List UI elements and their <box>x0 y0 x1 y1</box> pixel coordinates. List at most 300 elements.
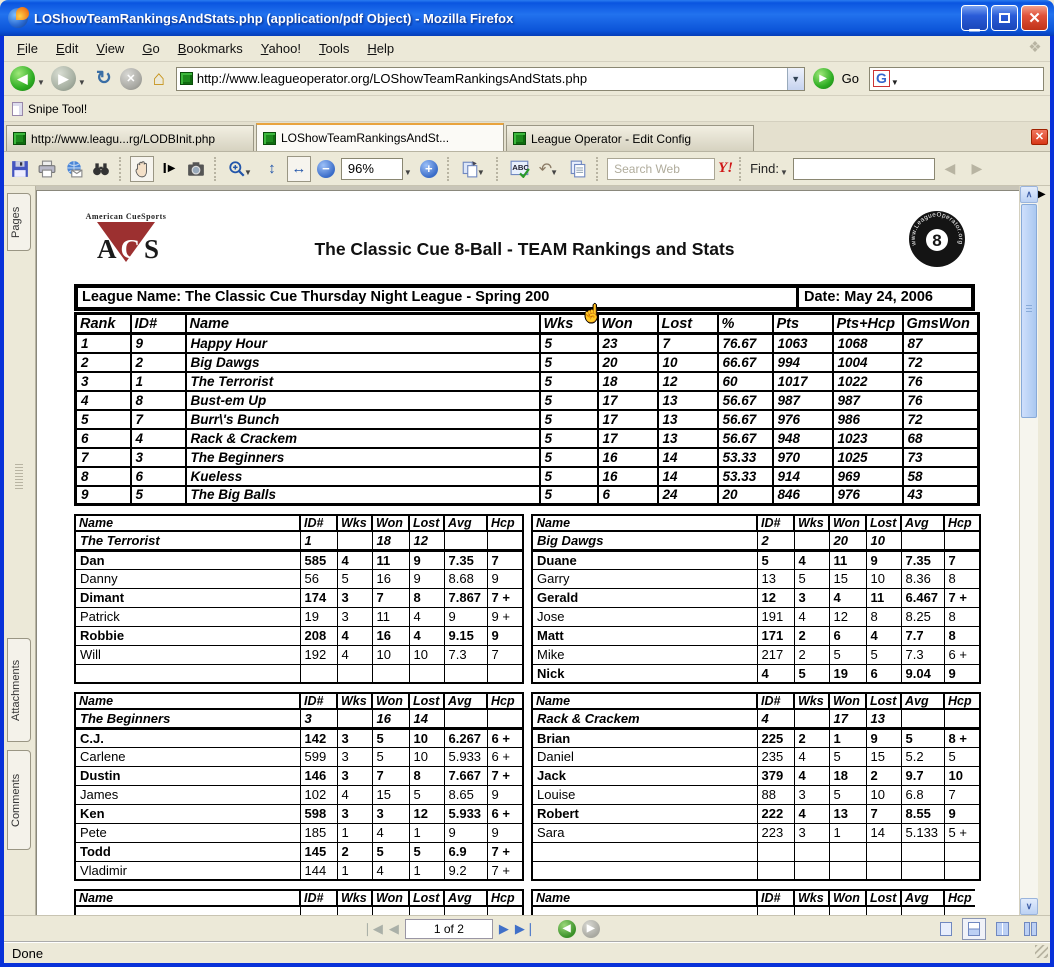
rankings-cell: 976 <box>773 410 833 429</box>
snapshot-tool-button[interactable] <box>184 156 208 182</box>
rankings-cell: 1 <box>76 334 131 353</box>
rankings-cell: 4 <box>76 391 131 410</box>
search-web-input[interactable] <box>607 158 715 180</box>
player-cell: 5 <box>866 645 901 664</box>
player-cell: 11 <box>829 550 866 569</box>
player-cell: 2 <box>866 766 901 785</box>
player-row <box>532 766 980 785</box>
rankings-row <box>76 486 979 505</box>
rankings-cell: 17 <box>598 391 658 410</box>
resize-grip[interactable] <box>1035 945 1048 958</box>
player-cell: 185 <box>300 823 337 842</box>
rankings-cell: 56.67 <box>718 410 773 429</box>
player-cell: 9 <box>866 550 901 569</box>
player-cell: 5 <box>409 842 444 861</box>
player-cell: 208 <box>300 626 337 645</box>
rankings-cell: 9 <box>131 334 186 353</box>
copy-button[interactable] <box>566 156 590 182</box>
player-cell: Patrick <box>75 607 300 626</box>
rankings-cell: 4 <box>131 429 186 448</box>
player-cell: 6 + <box>487 728 523 747</box>
zoom-tool-button[interactable] <box>225 156 257 182</box>
player-cell: 10 <box>409 747 444 766</box>
go-label[interactable]: Go <box>841 71 859 86</box>
player-cell: 5.133 <box>901 823 944 842</box>
scrollbar-thumb[interactable] <box>1021 204 1037 418</box>
player-cell: 15 <box>866 747 901 766</box>
rankings-cell: 5 <box>540 410 598 429</box>
player-cell: 1 <box>409 861 444 880</box>
player-cell: 16 <box>372 569 409 588</box>
single-page-layout-button[interactable] <box>934 918 958 940</box>
last-page-button[interactable]: ▶❘ <box>514 920 536 936</box>
go-icon[interactable]: ▶ <box>813 68 834 89</box>
player-cell: 14 <box>866 823 901 842</box>
menu-file[interactable]: File <box>17 41 38 56</box>
url-text: http://www.leagueoperator.org/LOShowTeamRankingsAndStats.php <box>196 71 588 86</box>
team-summary-cell: 20 <box>829 531 866 550</box>
player-row <box>532 626 980 645</box>
rankings-cell: 56.67 <box>718 391 773 410</box>
camera-icon <box>187 160 205 178</box>
player-row <box>532 550 980 569</box>
rankings-cell: 7 <box>658 334 718 353</box>
close-button[interactable]: ✕ <box>1021 5 1048 31</box>
rankings-cell: 3 <box>131 448 186 467</box>
team-summary-cell: 14 <box>409 709 444 728</box>
player-cell: 225 <box>757 728 794 747</box>
rankings-header-cell: Lost <box>658 314 718 334</box>
svg-text:www.LeagueOperator.org: www.LeagueOperator.org <box>909 211 965 247</box>
menu-tools[interactable]: Tools <box>318 41 350 56</box>
status-bar <box>4 941 1050 967</box>
team-header-cell: ID# <box>757 693 794 709</box>
sidebar-tab-pages[interactable]: Pages <box>7 193 31 251</box>
zoom-tool-dropdown-icon[interactable]: ▼ <box>244 168 252 177</box>
hand-tool-icon <box>133 160 151 178</box>
rankings-cell: 1017 <box>773 372 833 391</box>
team-summary-cell <box>901 709 944 728</box>
url-dropdown-button[interactable]: ▼ <box>787 68 804 90</box>
player-cell: 7 <box>372 766 409 785</box>
menu-yahoo[interactable]: Yahoo! <box>260 41 301 56</box>
player-cell: 4 <box>337 626 372 645</box>
rankings-cell: 1022 <box>833 372 903 391</box>
player-cell: 4 <box>794 804 829 823</box>
team-header-cell: Hcp <box>487 890 523 906</box>
rankings-header-cell: ID# <box>131 314 186 334</box>
rankings-cell: 986 <box>833 410 903 429</box>
close-tab-button[interactable]: ✕ <box>1031 129 1048 145</box>
player-cell: Will <box>75 645 300 664</box>
rankings-cell: 5 <box>540 353 598 372</box>
team-summary-cell <box>794 906 829 915</box>
rankings-cell: 994 <box>773 353 833 372</box>
sidebar-tab-attachments[interactable]: Attachments <box>7 638 31 742</box>
player-cell: 7 + <box>487 842 523 861</box>
continuous-facing-layout-button[interactable] <box>990 918 1014 940</box>
search-engine-dropdown-icon[interactable]: ▼ <box>890 78 899 87</box>
team-header-cell: Name <box>75 515 300 531</box>
vertical-scrollbar[interactable] <box>1019 186 1038 915</box>
rankings-cell: 8 <box>131 391 186 410</box>
player-cell: 598 <box>300 804 337 823</box>
player-cell <box>372 664 409 683</box>
save-button[interactable] <box>8 156 32 182</box>
facing-layout-button[interactable] <box>1018 918 1042 940</box>
find-next-button[interactable]: ▶ <box>971 160 983 176</box>
player-cell: 217 <box>757 645 794 664</box>
tab-strip <box>6 123 756 151</box>
player-cell: 10 <box>409 728 444 747</box>
fit-page-button[interactable] <box>260 156 284 182</box>
team-summary-cell <box>372 906 409 915</box>
team-header-cell: Wks <box>337 693 372 709</box>
player-cell: 5 <box>372 728 409 747</box>
player-cell: 4 <box>372 823 409 842</box>
rankings-cell: 7 <box>76 448 131 467</box>
player-cell: Matt <box>532 626 757 645</box>
player-cell: 4 <box>829 588 866 607</box>
select-tool-button[interactable]: I ▶ <box>162 160 176 177</box>
rankings-header-cell: GmsWon <box>903 314 979 334</box>
team-header-cell: Lost <box>409 693 444 709</box>
rankings-cell: The Beginners <box>186 448 540 467</box>
maximize-button[interactable] <box>991 5 1018 31</box>
player-cell: 9.7 <box>901 766 944 785</box>
team-summary-row <box>75 906 523 915</box>
team-stats-pair-3 <box>74 889 975 915</box>
pdf-navigation-bar <box>4 915 1050 941</box>
player-row <box>532 747 980 766</box>
player-cell: 7 + <box>944 588 980 607</box>
player-cell <box>444 664 487 683</box>
eight-ball-logo <box>907 209 967 274</box>
player-cell: 11 <box>372 607 409 626</box>
fit-width-button[interactable] <box>287 156 311 182</box>
team-summary-cell <box>444 709 487 728</box>
team-header-cell: Hcp <box>487 515 523 531</box>
team-summary-cell <box>944 709 980 728</box>
player-cell: 7.35 <box>444 550 487 569</box>
player-row <box>532 823 980 842</box>
player-cell: 11 <box>372 550 409 569</box>
player-cell: 4 <box>337 785 372 804</box>
player-row <box>532 569 980 588</box>
player-cell: 5 <box>372 747 409 766</box>
find-dropdown-icon[interactable]: ▼ <box>780 168 788 177</box>
team-summary-cell: Big Dawgs <box>532 531 757 550</box>
menu-view[interactable]: View <box>96 41 125 56</box>
player-cell: 88 <box>757 785 794 804</box>
first-page-button[interactable]: ❘◀ <box>362 920 383 936</box>
undo-dropdown-icon[interactable]: ▼ <box>550 168 559 177</box>
pdf-toolbar <box>4 152 1050 186</box>
player-cell: 5 <box>829 747 866 766</box>
player-cell: Ken <box>75 804 300 823</box>
player-row <box>75 664 523 683</box>
player-cell: 9 <box>487 823 523 842</box>
player-cell: 3 <box>337 607 372 626</box>
menu-edit[interactable]: Edit <box>55 41 79 56</box>
pdf-viewport <box>36 186 1019 915</box>
player-cell: 8.65 <box>444 785 487 804</box>
back-dropdown-icon[interactable]: ▼ <box>37 78 45 87</box>
home-button[interactable]: ⌂ <box>152 66 166 90</box>
player-cell: 9 <box>444 607 487 626</box>
player-cell: 4 <box>794 747 829 766</box>
rankings-cell: 987 <box>833 391 903 410</box>
player-row <box>75 766 523 785</box>
rankings-cell: 8 <box>76 467 131 486</box>
player-cell <box>944 861 980 880</box>
player-cell: 5.933 <box>444 747 487 766</box>
player-cell: 5.2 <box>901 747 944 766</box>
player-cell <box>532 861 757 880</box>
team-header-cell: Avg <box>901 693 944 709</box>
player-cell: 7 <box>866 804 901 823</box>
export-pages-button[interactable] <box>458 156 490 182</box>
rankings-cell: 6 <box>76 429 131 448</box>
player-cell: 142 <box>300 728 337 747</box>
player-row <box>75 645 523 664</box>
rankings-cell: 3 <box>76 372 131 391</box>
player-cell: Sara <box>532 823 757 842</box>
team-summary-cell: The Beginners <box>75 709 300 728</box>
player-cell: 9 <box>487 785 523 804</box>
player-cell: 7.7 <box>901 626 944 645</box>
player-cell: 8 <box>866 607 901 626</box>
toolbar-overflow-icon[interactable]: ▶ <box>1038 189 1046 200</box>
player-cell: 3 <box>794 785 829 804</box>
rankings-cell: 914 <box>773 467 833 486</box>
back-button[interactable]: ◀ <box>10 66 35 91</box>
rankings-cell: 12 <box>658 372 718 391</box>
rankings-cell: 16 <box>598 448 658 467</box>
team-header-cell: Avg <box>901 515 944 531</box>
document-title: The Classic Cue 8-Ball - TEAM Rankings and Stats <box>314 239 735 259</box>
zoom-level-dropdown-icon[interactable]: ▼ <box>403 168 412 177</box>
find-input[interactable] <box>793 158 935 180</box>
rankings-row <box>76 353 979 372</box>
team-header-cell: Lost <box>409 515 444 531</box>
rankings-cell: 5 <box>131 486 186 505</box>
rankings-cell: 969 <box>833 467 903 486</box>
continuous-layout-button[interactable] <box>962 918 986 940</box>
sidebar-tab-comments[interactable]: Comments <box>7 750 31 850</box>
player-cell: 6.267 <box>444 728 487 747</box>
tab-bar <box>4 122 1050 152</box>
rankings-row <box>76 410 979 429</box>
player-cell <box>337 664 372 683</box>
team-header-cell: Name <box>75 890 300 906</box>
forward-dropdown-icon[interactable]: ▼ <box>77 78 86 87</box>
rankings-cell: 9 <box>76 486 131 505</box>
team-header-cell: Won <box>829 693 866 709</box>
player-cell: 7 + <box>487 588 523 607</box>
player-cell: 1 <box>409 823 444 842</box>
team-summary-cell: 1 <box>300 531 337 550</box>
player-row <box>532 842 980 861</box>
previous-view-button[interactable]: ◀ <box>558 920 576 938</box>
toolbar-overflow-strip <box>1038 186 1050 915</box>
team-summary-cell: 3 <box>300 709 337 728</box>
forward-button[interactable]: ▶ <box>51 66 76 91</box>
rankings-cell: 16 <box>598 467 658 486</box>
player-row <box>75 823 523 842</box>
firefox-icon <box>8 8 28 28</box>
find-previous-button[interactable]: ◀ <box>944 160 956 176</box>
team-summary-cell <box>757 906 794 915</box>
player-cell: 4 <box>337 550 372 569</box>
player-cell: 12 <box>829 607 866 626</box>
rankings-cell: 5 <box>540 429 598 448</box>
menu-help[interactable]: Help <box>367 41 395 56</box>
team-header-cell: Name <box>532 693 757 709</box>
team-header-cell: ID# <box>300 890 337 906</box>
rankings-header-cell: Pts+Hcp <box>833 314 903 334</box>
menu-go[interactable]: Go <box>142 41 160 56</box>
sidebar-grip[interactable] <box>15 464 23 490</box>
player-row <box>532 588 980 607</box>
rankings-cell: 20 <box>718 486 773 505</box>
player-cell: 191 <box>757 607 794 626</box>
tab-label: League Operator - Edit Config <box>531 131 692 146</box>
rankings-header-row <box>76 314 979 334</box>
zoom-out-button[interactable]: − <box>314 156 338 182</box>
google-search-box[interactable] <box>869 67 1044 91</box>
yahoo-icon[interactable]: Y! <box>718 160 734 176</box>
player-cell: 13 <box>829 804 866 823</box>
scrollbar-track[interactable] <box>1020 419 1038 898</box>
undo-button[interactable] <box>536 156 563 182</box>
team-summary-cell: 2 <box>757 531 794 550</box>
player-cell: 9 <box>487 569 523 588</box>
player-row <box>75 626 523 645</box>
next-view-button[interactable]: ▶ <box>582 920 600 938</box>
spellcheck-icon <box>510 160 530 178</box>
player-cell: 19 <box>300 607 337 626</box>
player-cell: 379 <box>757 766 794 785</box>
rankings-cell: 14 <box>658 467 718 486</box>
browser-tab[interactable] <box>506 125 754 151</box>
team-summary-cell <box>944 906 975 915</box>
player-cell: Robert <box>532 804 757 823</box>
toolbar-separator <box>739 157 744 181</box>
reload-button[interactable]: ↻ <box>95 68 112 89</box>
team-header-cell: Avg <box>444 515 487 531</box>
print-button[interactable] <box>35 156 59 182</box>
player-cell: 8 <box>409 588 444 607</box>
player-row <box>75 728 523 747</box>
player-cell: 171 <box>757 626 794 645</box>
rankings-cell: Burr\'s Bunch <box>186 410 540 429</box>
rankings-header-cell: Won <box>598 314 658 334</box>
email-button[interactable] <box>62 156 86 182</box>
rankings-cell: 5 <box>540 391 598 410</box>
player-cell: 5.933 <box>444 804 487 823</box>
rankings-cell: 53.33 <box>718 467 773 486</box>
next-page-button[interactable]: ▶ <box>498 920 509 936</box>
team-header-cell: Wks <box>337 890 372 906</box>
player-cell: 6 + <box>487 804 523 823</box>
player-cell: 8 <box>409 766 444 785</box>
export-dropdown-icon[interactable]: ▼ <box>476 168 485 177</box>
rankings-cell: 66.67 <box>718 353 773 372</box>
zoom-level-input[interactable] <box>341 158 403 180</box>
email-globe-icon <box>65 160 83 178</box>
player-cell: 4 <box>866 626 901 645</box>
toolbar-separator <box>119 157 124 181</box>
rankings-row <box>76 429 979 448</box>
team-summary-cell: Rack & Crackem <box>532 709 757 728</box>
rankings-cell: 17 <box>598 429 658 448</box>
team-summary-cell <box>794 709 829 728</box>
player-cell: 9 <box>944 804 980 823</box>
player-cell: 3 <box>794 588 829 607</box>
rankings-cell: 72 <box>903 353 979 372</box>
player-cell: 15 <box>829 569 866 588</box>
team-summary-row <box>75 709 523 728</box>
player-cell <box>866 842 901 861</box>
team-summary-cell: 4 <box>757 709 794 728</box>
browser-tab[interactable] <box>6 125 254 151</box>
player-cell: 16 <box>372 626 409 645</box>
player-cell: 6.8 <box>901 785 944 804</box>
url-bar[interactable] <box>176 67 805 91</box>
menu-bookmarks[interactable]: Bookmarks <box>177 41 243 56</box>
rankings-cell: 13 <box>658 429 718 448</box>
scroll-down-button[interactable]: ∨ <box>1020 898 1038 915</box>
url-favicon <box>180 72 193 85</box>
player-cell: 5 + <box>944 823 980 842</box>
browser-tab[interactable] <box>256 123 504 151</box>
zoom-in-button[interactable]: + <box>417 156 441 182</box>
search-document-button[interactable] <box>89 156 113 182</box>
stop-button[interactable]: ✕ <box>120 68 142 90</box>
rankings-cell: 14 <box>658 448 718 467</box>
team-header-cell: Hcp <box>944 515 980 531</box>
player-cell: 4 <box>794 607 829 626</box>
rankings-cell: 18 <box>598 372 658 391</box>
spellcheck-button[interactable] <box>507 156 533 182</box>
tab-favicon <box>513 132 526 145</box>
rankings-cell: 1023 <box>833 429 903 448</box>
bookmark-snipe-tool[interactable]: Snipe Tool! <box>28 101 88 116</box>
rankings-row <box>76 372 979 391</box>
player-cell: 145 <box>300 842 337 861</box>
previous-page-button[interactable]: ◀ <box>388 920 399 936</box>
rankings-cell: 76.67 <box>718 334 773 353</box>
player-cell: 10 <box>866 785 901 804</box>
team-summary-row <box>75 531 523 550</box>
team-header-cell: ID# <box>300 693 337 709</box>
player-cell: Daniel <box>532 747 757 766</box>
minimize-button[interactable]: ▁ <box>961 5 988 31</box>
player-cell: 9.04 <box>901 664 944 683</box>
rankings-cell: 948 <box>773 429 833 448</box>
page-number-input[interactable] <box>405 919 493 939</box>
team-stats-table <box>531 514 981 684</box>
player-cell <box>901 842 944 861</box>
team-header-cell: Wks <box>794 515 829 531</box>
team-summary-cell: 12 <box>409 531 444 550</box>
league-name: League Name: The Classic Cue Thursday Night League - Spring 200 <box>78 288 799 307</box>
scroll-up-button[interactable]: ∧ <box>1020 186 1038 203</box>
rankings-cell: 2 <box>76 353 131 372</box>
player-cell <box>757 861 794 880</box>
hand-tool-button[interactable] <box>130 156 154 182</box>
